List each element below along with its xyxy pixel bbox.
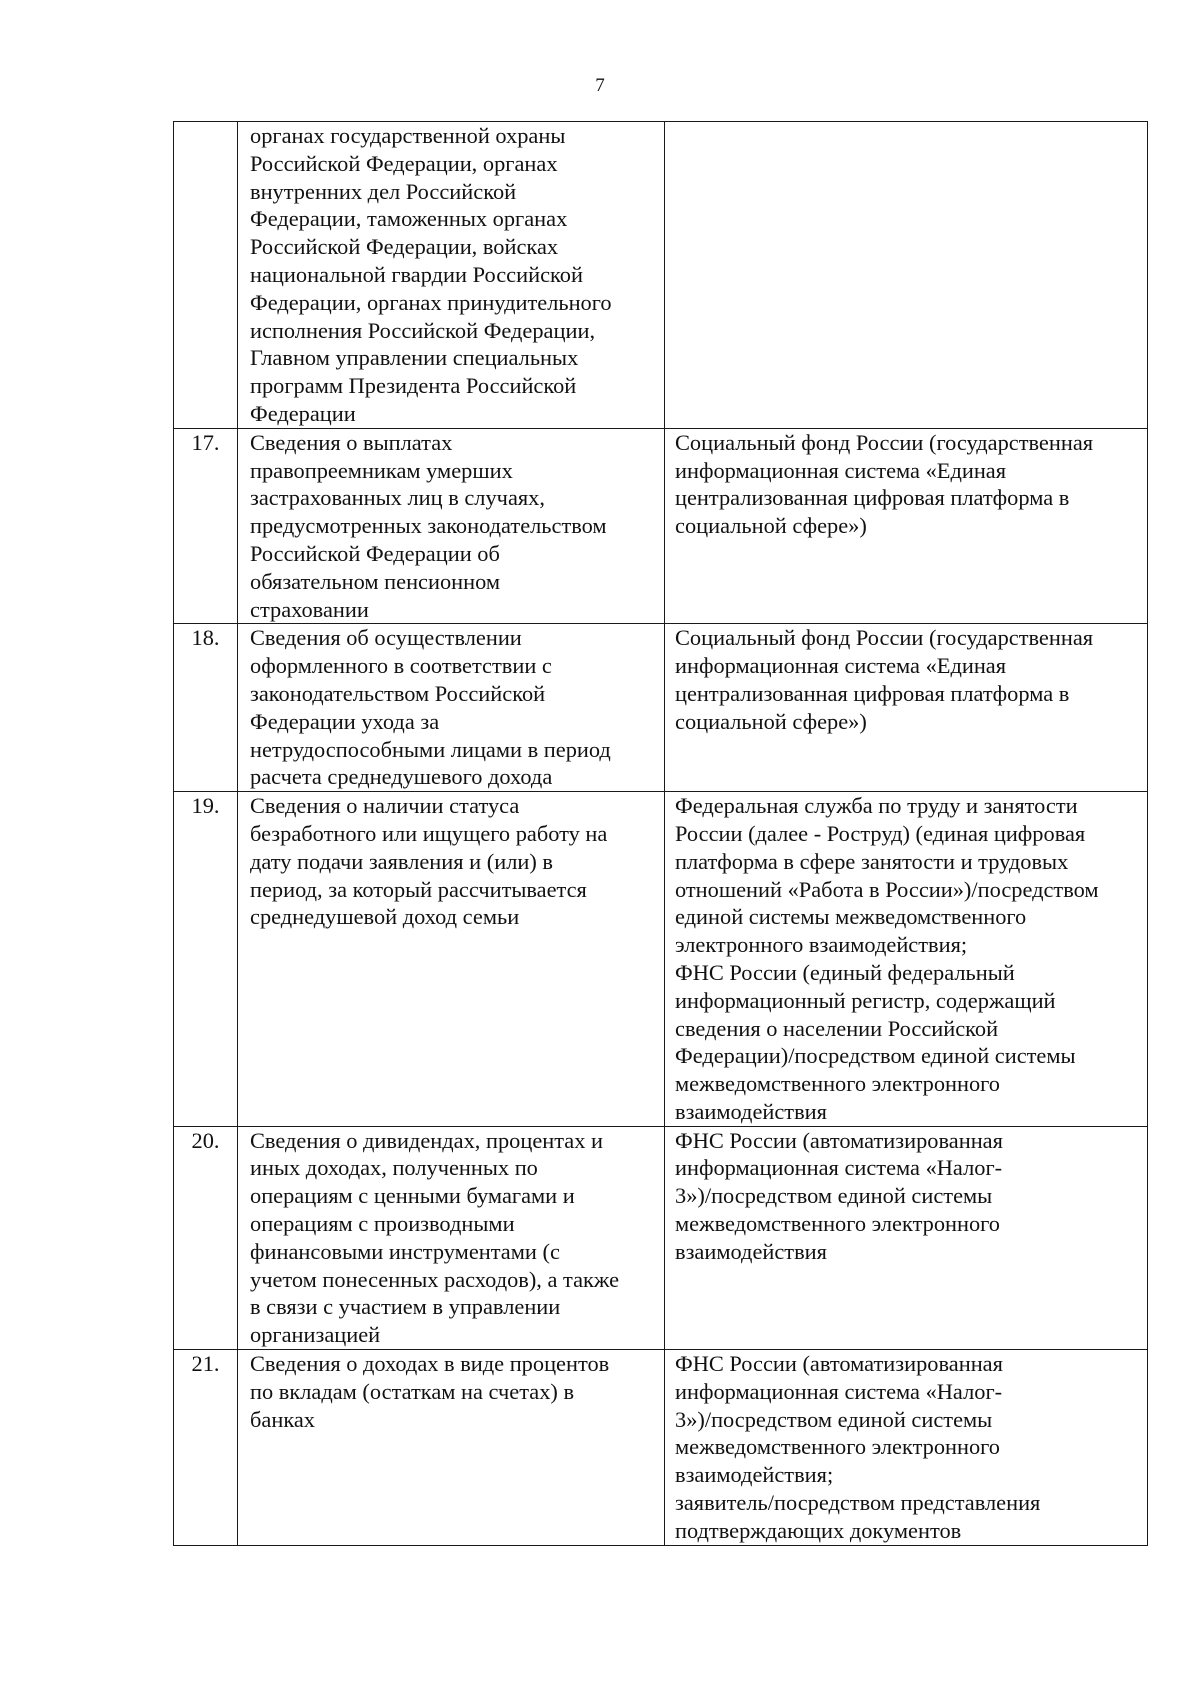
row-description: Сведения об осуществлении оформленного в соответствии с законодательством Российской Федерации ухода за нетрудоспособными лицами в период расчета среднедушевого дохода [238, 624, 665, 792]
row-source: ФНС России (автоматизированная информационная система «Налог- 3»)/посредством единой системы межведомственного электронного взаимодействия; заявитель/посредством представления подтверждающих документов [665, 1350, 1148, 1546]
row-source: Социальный фонд России (государственная информационная система «Единая централизованная цифровая платформа в социальной сфере») [665, 428, 1148, 624]
row-source: Социальный фонд России (государственная информационная система «Единая централизованная цифровая платформа в социальной сфере») [665, 624, 1148, 792]
row-description: Сведения о дивидендах, процентах и иных доходах, полученных по операциям с ценными бумагами и операциям с производными финансовыми инструментами (с учетом понесенных расходов), а также в связи с участием в управлении организацией [238, 1126, 665, 1349]
table-row [174, 1350, 1148, 1546]
row-description: органах государственной охраны Российской Федерации, органах внутренних дел Российской Федерации, таможенных органах Российской Федерации, войсках национальной гвардии Российской Федерации, органах принудительного исполнения Российской Федерации, Главном управлении специальных программ Президента Российской Федерации [238, 122, 665, 429]
row-number [174, 122, 238, 429]
row-number: 18. [174, 624, 238, 792]
row-description: Сведения о выплатах правопреемникам умерших застрахованных лиц в случаях, предусмотренных законодательством Российской Федерации об обязательном пенсионном страховании [238, 428, 665, 624]
row-source: Федеральная служба по труду и занятости России (далее - Роструд) (единая цифровая платформа в сфере занятости и трудовых отношений «Работа в России»)/посредством единой системы межведомственного электронного взаимодействия; ФНС России (единый федеральный информационный регистр, содержащий сведения о населении Российской Федерации)/посредством единой системы межведомственного электронного взаимодействия [665, 792, 1148, 1127]
row-number: 21. [174, 1350, 238, 1546]
row-description: Сведения о наличии статуса безработного или ищущего работу на дату подачи заявления и (или) в период, за который рассчитывается среднедушевой доход семьи [238, 792, 665, 1127]
data-sources-table [173, 121, 1148, 1546]
row-number: 20. [174, 1126, 238, 1349]
table-row [174, 428, 1148, 624]
table-row [174, 624, 1148, 792]
row-description: Сведения о доходах в виде процентов по вкладам (остаткам на счетах) в банках [238, 1350, 665, 1546]
table-row [174, 1126, 1148, 1349]
table-row [174, 792, 1148, 1127]
row-source: ФНС России (автоматизированная информационная система «Налог- 3»)/посредством единой системы межведомственного электронного взаимодействия [665, 1126, 1148, 1349]
page-number: 7 [595, 75, 605, 96]
row-source [665, 122, 1148, 429]
row-number: 19. [174, 792, 238, 1127]
table-row [174, 122, 1148, 429]
row-number: 17. [174, 428, 238, 624]
